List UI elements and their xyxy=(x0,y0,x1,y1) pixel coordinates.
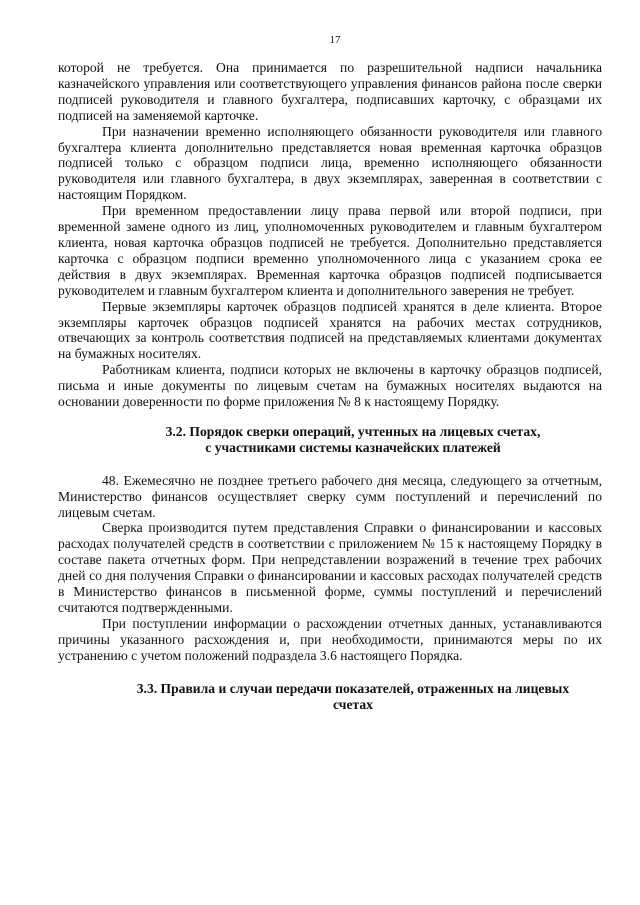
section-heading-3-3-line1: 3.3. Правила и случаи передачи показателей, отраженных на лицевых xyxy=(136,680,570,696)
section-heading-3-2-line1: 3.2. Порядок сверки операций, учтенных на лицевых счетах, xyxy=(165,423,541,439)
page-number: 17 xyxy=(329,34,341,46)
paragraph-reconciliation-procedure: Сверка производится путем представления Справки о финансировании и кассовых расходах получателей средств в соответствии с приложением № 15 к настоящему Порядку в составе пакета отчетных форм. При непредставлении возражений в течение трех рабочих дней со дня получения Справки о финансировании и кассовых расходах получателей средств в Министерство финансов в письменной форме, суммы поступлений и перечислений считаются подтвержденными. xyxy=(58,520,602,615)
paragraph-48-monthly-reconciliation: 48. Ежемесячно не позднее третьего рабочего дня месяца, следующего за отчетным, Министерство финансов осуществляет сверку сумм поступлений и перечислений по лицевым счетам. xyxy=(58,472,602,520)
paragraph-discrepancy-handling: При поступлении информации о расхождении отчетных данных, устанавливаются причины указанного расхождения и, при необходимости, принимаются меры по их устранению с учетом положений подраздела 3.6 настоящего Порядка. xyxy=(58,615,602,663)
section-heading-3-2 xyxy=(58,424,602,456)
section-heading-3-3 xyxy=(58,681,602,713)
paragraph-card-copies-storage: Первые экземпляры карточек образцов подписей хранятся в деле клиента. Второе экземпляры карточек образцов подписей хранятся на рабочих местах сотрудников, отвечающих за контроль соответствия подписей на представляемых клиентами документах на бумажных носителях. xyxy=(58,298,602,362)
paragraph-temporary-signature-right: При временном предоставлении лицу права первой или второй подписи, при временной замене одного из лиц, уполномоченных руководителем и главным бухгалтером клиента, новая карточка образцов подписей не требуется. Дополнительно представляется карточка с образцом подписи временно уполномоченного лица с указанием срока ее действия в двух экземплярах. Временная карточка образцов подписей подписывается руководителем и главным бухгалтером клиента и дополнительного заверения не требует. xyxy=(58,203,602,298)
paragraph-temporary-acting: При назначении временно исполняющего обязанности руководителя или главного бухгалтера клиента дополнительно представляется новая временная карточка образцов подписей только с образцом подписи лица, временно исполняющего обязанности руководителя или главного бухгалтера, в двух экземплярах, заверенная в соответствии с настоящим Порядком. xyxy=(58,123,602,203)
paragraph-continuation: которой не требуется. Она принимается по разрешительной надписи начальника казначейского управления или соответствующего управления финансов района после сверки подписей руководителя и главного бухгалтера, подписавших карточку, с образцами их подписей на заменяемой карточке. xyxy=(58,60,602,123)
paragraph-power-of-attorney: Работникам клиента, подписи которых не включены в карточку образцов подписей, письма и иные документы по лицевым счетам на бумажных носителях выдаются на основании доверенности по форме приложения № 8 к настоящему Порядку. xyxy=(58,362,602,410)
section-heading-3-2-line2: с участниками системы казначейских платежей xyxy=(205,439,501,455)
section-heading-3-3-line2: счетах xyxy=(333,696,373,712)
